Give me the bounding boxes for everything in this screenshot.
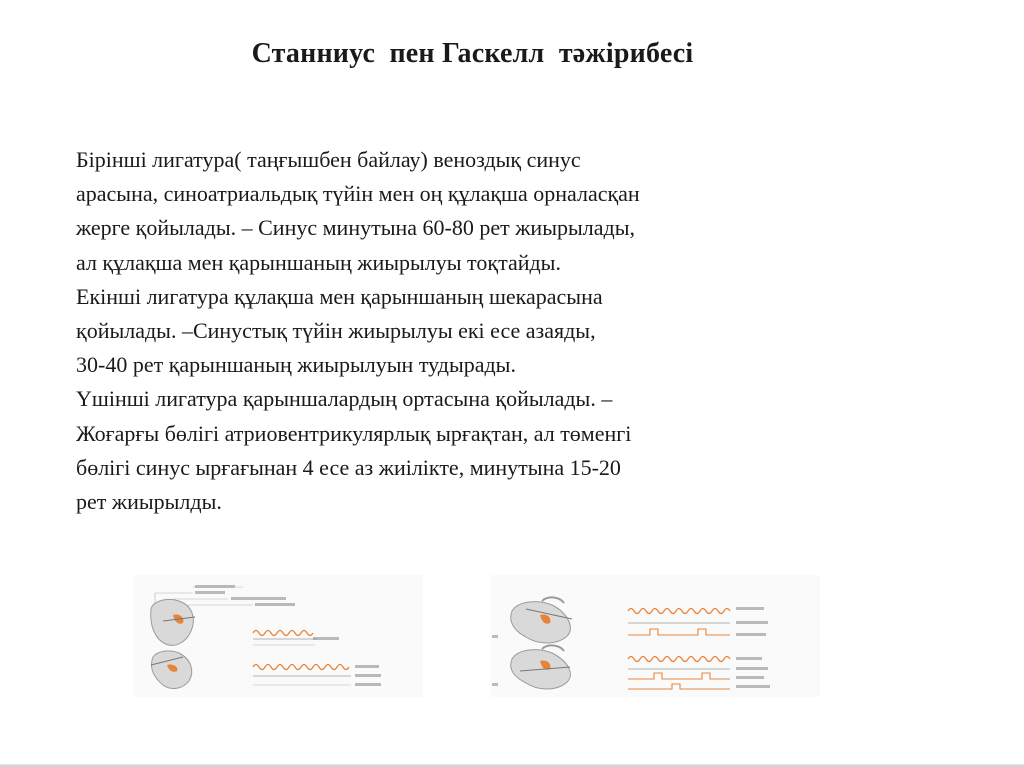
recording-wave bbox=[253, 631, 313, 636]
stannius-figure-left bbox=[133, 575, 423, 697]
recording-wave bbox=[628, 609, 730, 614]
heart-icon bbox=[151, 651, 192, 689]
slide-body-text bbox=[76, 143, 836, 519]
ligature-diagram-right bbox=[490, 575, 820, 697]
body-line: бөлігі синус ырғағынан 4 есе аз жиілікте, минутына 15-20 bbox=[76, 454, 621, 480]
body-line: қойылады. –Синустық түйін жиырылуы екі есе азаяды, bbox=[76, 318, 596, 344]
body-line: 30-40 рет қарыншаның жиырылуын тудырады. bbox=[76, 352, 516, 378]
recording-wave bbox=[628, 673, 730, 679]
ligature-diagram-left bbox=[133, 575, 423, 697]
body-line: жерге қойылады. – Синус минутына 60-80 рет жиырылады, bbox=[76, 215, 635, 241]
body-line: Екінші лигатура құлақша мен қарыншаның шекарасына bbox=[76, 283, 603, 309]
heart-icon bbox=[511, 597, 572, 643]
heart-icon bbox=[511, 645, 571, 689]
body-line: ал құлақша мен қарыншаның жиырылуы тоқтайды. bbox=[76, 249, 561, 275]
recording-wave bbox=[628, 657, 730, 662]
faded-labels bbox=[195, 585, 381, 686]
slide-title: Станниус пен Гаскелл тәжірибесі bbox=[251, 38, 694, 69]
stannius-figure-right bbox=[490, 575, 820, 697]
recording-wave bbox=[253, 665, 349, 670]
recording-wave bbox=[628, 629, 730, 635]
body-line: Жоғарғы бөлігі атриовентрикулярлық ырғақтан, ал төменгі bbox=[76, 420, 632, 446]
body-line: арасына, синоатриальдық түйін мен оң құлақша орналасқан bbox=[76, 181, 640, 207]
body-line: Бірінші лигатура( таңғышбен байлау) веноздық синус bbox=[76, 147, 581, 172]
heart-icon bbox=[151, 599, 195, 645]
body-line: рет жиырылды. bbox=[76, 489, 222, 515]
recording-wave bbox=[628, 684, 730, 689]
body-line: Үшінші лигатура қарыншалардың ортасына қойылады. – bbox=[76, 386, 613, 412]
